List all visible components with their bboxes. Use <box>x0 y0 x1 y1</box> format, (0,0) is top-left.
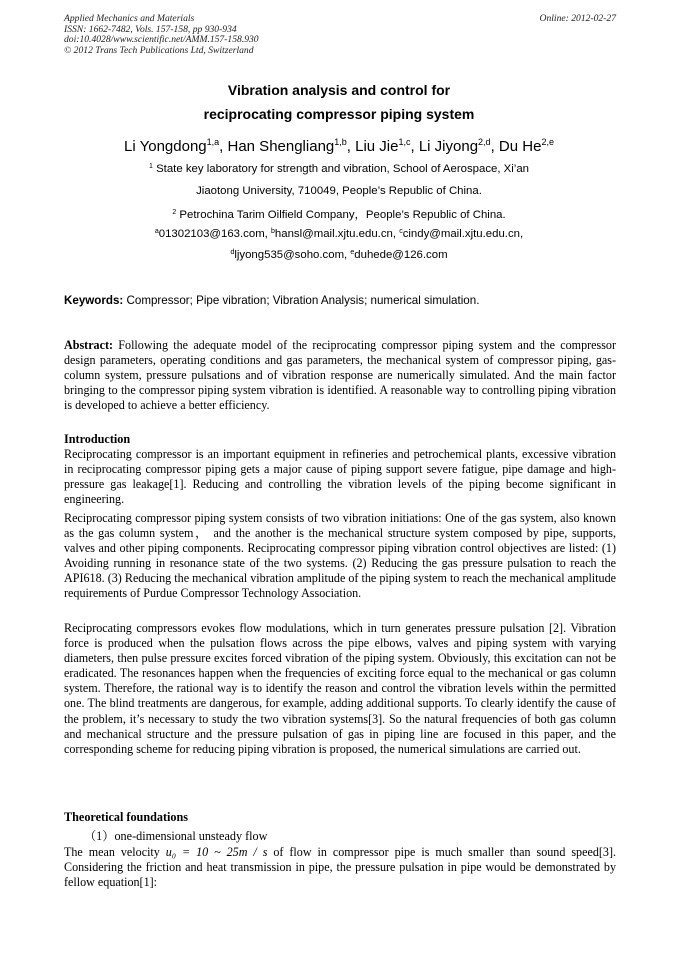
journal-header <box>64 14 616 56</box>
velocity-formula: u₀ = 10 ~ 25m / s <box>165 845 268 859</box>
email-address: 01302103@163.com, <box>158 228 272 240</box>
author-affiliation-mark: 1,b <box>334 137 347 147</box>
author-affiliation-mark: 2,e <box>541 137 554 147</box>
journal-copyright: © 2012 Trans Tech Publications Ltd, Switzerland <box>64 44 254 56</box>
intro-paragraph-3: Reciprocating compressors evokes flow modulations, which in turn generates pressure pulsation [2]. Vibration force is produced when the pulsation flows across the pipe elbows, valves and piping system with varying diameters, then pulse pressure excites forced vibration of the piping system. Obviously, this excitation can not be eradicated. The resonances happen when the frequencies of exciting force equal to the mechanical or gas column system. Therefore, the rational way is to identify the reason and control the vibration levels within the permitted one. The blind treatments are dangerous, for example, adding additional supports. To clearly identify the cause of the problem, it’s necessary to study the two vibration systems[3]. So the natural frequencies of both gas column and mechanical structure and the pressure pulsation of gas in piping line are focused in this paper, and the corresponding scheme for reducing piping vibration is proposed, the numerical simulations are carried out. <box>64 621 616 756</box>
email-address: ljyong535@soho.com, <box>234 249 351 261</box>
abstract-label: Abstract: <box>64 338 114 352</box>
email-mark: c <box>399 228 403 235</box>
paper-title-line-1: Vibration analysis and control for <box>227 82 451 98</box>
online-date: Online: 2012-02-27 <box>539 13 616 24</box>
paper-title-line-2: reciprocating compressor piping system <box>203 106 475 122</box>
email-mark: d <box>230 249 235 256</box>
email-mark: a <box>154 228 159 235</box>
abstract <box>64 338 616 413</box>
journal-name: Applied Mechanics and Materials <box>64 13 195 24</box>
author-name: Han Shengliang <box>227 138 335 155</box>
affiliation-text: State key laboratory for strength and vibration, School of Aerospace, Xi’an <box>156 163 530 175</box>
journal-issn: ISSN: 1662-7482, Vols. 157-158, pp 930-934 <box>64 23 237 35</box>
email-address: cindy@mail.xjtu.edu.cn, <box>402 228 524 240</box>
email-line-2 <box>0 249 678 261</box>
author-affiliation-mark: 1,c <box>398 137 411 147</box>
section-heading-introduction: Introduction <box>64 432 131 446</box>
intro-paragraph-2: Reciprocating compressor piping system consists of two vibration initiations: One of the gas system, also known as the gas column system， and the another is the mechanical structure system composed by pipe, supports, valves and other piping components. Reciprocating compressor piping vibration control objectives are listed: (1) Avoiding running in resonance state of the two systems. (2) Reducing the gas pressure pulsation to reach the API618. (3) Reducing the mechanical vibration amplitude of the piping system to reach the mechanical amplitude requirements of Purdue Compressor Technology Association. <box>64 511 616 601</box>
affiliation-text: Petrochina Tarim Oilfield Company，People’s Republic of China. <box>179 209 506 221</box>
intro-paragraph-1: Reciprocating compressor is an important equipment in refineries and petrochemical plants, excessive vibration in reciprocating compressor piping gets a major cause of piping support severe fatigue, pipe damage and high-pressure gas leakage[1]. Reducing and controlling the vibration levels of the piping become significant in engineering. <box>64 447 616 507</box>
affiliation-2 <box>0 206 678 222</box>
theory-text: The mean velocity <box>64 845 166 859</box>
email-line-1 <box>0 228 678 240</box>
abstract-text: Following the adequate model of the reciprocating compressor piping system and the compressor design parameters, operating conditions and gas parameters, the mechanical system of compressor piping, gas-column system, pressure pulsations and of vibration response are numerically simulated. And the main factor bringing to the compressor piping system vibration is identified. A reasonable way to controlling piping vibration is developed to achieve a better efficiency. <box>64 338 616 413</box>
affiliation-mark: 2 <box>172 209 177 216</box>
author-name: Li Jiyong <box>418 138 479 155</box>
journal-doi: doi:10.4028/www.scientific.net/AMM.157-158.930 <box>64 34 259 46</box>
keywords <box>64 294 616 307</box>
email-mark: b <box>271 228 275 235</box>
subsection-heading: （1）one-dimensional unsteady flow <box>84 829 268 843</box>
affiliation-1-line-1 <box>0 163 678 175</box>
keywords-label: Keywords: <box>64 294 124 307</box>
affiliation-1-line-2: Jiaotong University, 710049, People’s Republic of China. <box>196 185 482 197</box>
author-affiliation-mark: 1,a <box>206 137 220 147</box>
email-mark: e <box>350 249 355 256</box>
email-address: duhede@126.com <box>354 249 448 261</box>
theory-text: of flow in compressor pipe is much smaller than sound speed[3]. Considering the friction and heat transmission in pipe, the pressure pulsation in pipe would be demonstrated by fellow equation[1]: <box>64 845 616 890</box>
theory-paragraph <box>64 845 616 890</box>
section-heading-theory: Theoretical foundations <box>64 810 189 824</box>
keywords-text: Compressor; Pipe vibration; Vibration Analysis; numerical simulation. <box>123 294 480 307</box>
author-list: Li Yongdong$^{1,a}$, Han Shengliang$^{1,b}$, Liu Jie$^{1,c}$, Li Jiyong$^{2,d}$, Du He$^{2,e}$ <box>124 137 554 155</box>
email-address: hansl@mail.xjtu.edu.cn, <box>274 228 400 240</box>
author-affiliation-mark: 2,d <box>478 137 491 147</box>
affiliation-mark: 1 <box>148 163 153 170</box>
author-name: Du He <box>498 138 542 155</box>
author-name: Li Yongdong <box>124 138 207 155</box>
author-name: Liu Jie <box>355 138 399 155</box>
